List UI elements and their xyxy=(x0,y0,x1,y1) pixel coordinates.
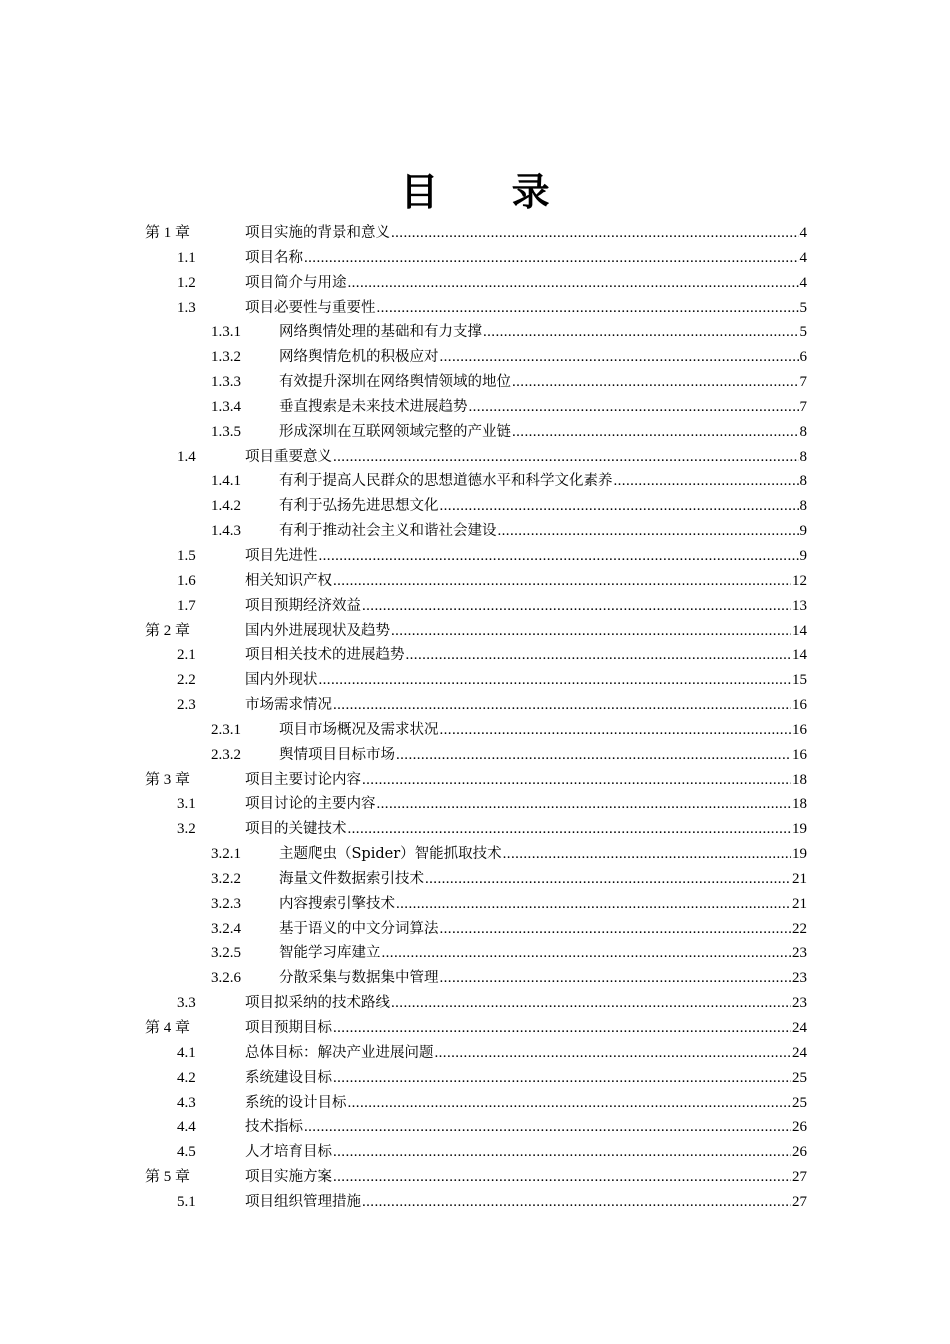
toc-entry[interactable] xyxy=(145,1041,807,1066)
toc-entry-number: 1.4.3 xyxy=(211,523,241,540)
toc-entry-body xyxy=(245,544,807,569)
toc-entry-page-number: 25 xyxy=(792,1069,807,1086)
toc-entry-body xyxy=(245,1115,807,1140)
toc-entry-title: 项目的关键技术 xyxy=(245,821,347,838)
toc-entry-title: 网络舆情危机的积极应对 xyxy=(279,349,439,366)
toc-entry[interactable] xyxy=(145,395,807,420)
toc-entry-title: 分散采集与数据集中管理 xyxy=(279,970,439,987)
toc-entry[interactable] xyxy=(145,1016,807,1041)
toc-entry[interactable] xyxy=(145,569,807,594)
toc-entry-title: 国内外进展现状及趋势 xyxy=(245,622,390,639)
toc-entry-title: 项目讨论的主要内容 xyxy=(245,796,376,813)
toc-entry[interactable] xyxy=(145,594,807,619)
toc-entry-title: 系统建设目标 xyxy=(245,1069,332,1086)
toc-entry-number: 1.2 xyxy=(177,274,196,291)
toc-entry[interactable] xyxy=(145,693,807,718)
toc-dot-leader xyxy=(362,594,791,619)
toc-dot-leader xyxy=(614,469,799,494)
toc-dot-leader xyxy=(440,345,799,370)
toc-entry-body xyxy=(245,1016,807,1041)
toc-entry-title: 项目市场概况及需求状况 xyxy=(279,721,439,738)
toc-entry-title: 项目预期目标 xyxy=(245,1020,332,1036)
toc-entry-body xyxy=(279,941,807,966)
toc-entry-title: 项目重要意义 xyxy=(245,448,332,465)
toc-entry-number: 1.1 xyxy=(177,249,196,266)
toc-entry-title: 有利于弘扬先进思想文化 xyxy=(279,498,439,515)
toc-entry-page-number: 18 xyxy=(792,771,807,788)
toc-entry-page-number: 23 xyxy=(792,945,807,962)
toc-entry-page-number: 24 xyxy=(792,1044,807,1061)
toc-dot-leader xyxy=(348,817,792,842)
toc-entry-body xyxy=(245,271,807,296)
toc-entry-body xyxy=(245,619,807,644)
toc-entry-page-number: 14 xyxy=(792,622,807,639)
toc-dot-leader xyxy=(333,693,791,718)
toc-entry-title: 项目主要讨论内容 xyxy=(245,771,361,788)
toc-entry-number: 1.3.5 xyxy=(211,423,241,440)
toc-entry-page-number: 24 xyxy=(792,1020,807,1036)
toc-entry-body xyxy=(279,370,807,395)
toc-entry-body xyxy=(279,469,807,494)
toc-entry-page-number: 4 xyxy=(799,249,807,266)
toc-entry[interactable] xyxy=(145,743,807,768)
toc-dot-leader xyxy=(348,1091,792,1116)
toc-entry[interactable] xyxy=(145,296,807,321)
toc-entry-page-number: 7 xyxy=(799,398,807,415)
toc-dot-leader xyxy=(382,941,792,966)
toc-entry[interactable] xyxy=(145,917,807,942)
toc-dot-leader xyxy=(440,917,792,942)
toc-entry[interactable] xyxy=(145,792,807,817)
toc-entry-page-number: 5 xyxy=(799,299,807,316)
toc-entry-title: 项目必要性与重要性 xyxy=(245,299,376,316)
toc-entry-number: 第 4 章 xyxy=(145,1020,191,1036)
toc-entry-body xyxy=(245,1140,807,1165)
toc-dot-leader xyxy=(406,643,792,668)
toc-entry[interactable] xyxy=(145,469,807,494)
toc-entry[interactable] xyxy=(145,768,807,793)
toc-entry-body xyxy=(245,594,807,619)
toc-entry-number: 1.3.2 xyxy=(211,349,241,366)
toc-entry-page-number: 25 xyxy=(792,1094,807,1111)
toc-dot-leader xyxy=(304,246,799,271)
toc-entry-title: 网络舆情处理的基础和有力支撑 xyxy=(279,324,482,341)
toc-entry-page-number: 9 xyxy=(799,547,807,564)
toc-entry-page-number: 4 xyxy=(799,274,807,291)
toc-entry-page-number: 14 xyxy=(792,647,807,664)
toc-entry-body xyxy=(279,494,807,519)
toc-entry-number: 第 5 章 xyxy=(145,1169,191,1186)
toc-entry[interactable] xyxy=(145,1115,807,1140)
toc-entry[interactable] xyxy=(145,1066,807,1091)
toc-entry-title: 有利于推动社会主义和谐社会建设 xyxy=(279,523,497,540)
toc-entry[interactable] xyxy=(145,867,807,892)
toc-entry-page-number: 15 xyxy=(792,672,807,689)
toc-entry-page-number: 8 xyxy=(799,423,807,440)
toc-entry-number: 1.5 xyxy=(177,547,196,564)
toc-entry-title: 有利于提高人民群众的思想道德水平和科学文化素养 xyxy=(279,473,613,490)
toc-entry-body xyxy=(245,643,807,668)
toc-entry[interactable] xyxy=(145,445,807,470)
toc-entry-title: 项目组织管理措施 xyxy=(245,1193,361,1210)
toc-entry-page-number: 16 xyxy=(792,697,807,714)
toc-entry-body xyxy=(279,966,807,991)
toc-entry-page-number: 21 xyxy=(792,895,807,912)
toc-entry-title: 项目预期经济效益 xyxy=(245,597,361,614)
toc-dot-leader xyxy=(333,1066,791,1091)
toc-entry-page-number: 26 xyxy=(792,1119,807,1136)
toc-entry[interactable] xyxy=(145,494,807,519)
toc-dot-leader xyxy=(377,296,799,321)
toc-entry[interactable] xyxy=(145,718,807,743)
toc-entry-number: 3.2.4 xyxy=(211,920,241,937)
toc-entry-body xyxy=(245,792,807,817)
toc-entry-number: 4.3 xyxy=(177,1094,196,1111)
toc-dot-leader xyxy=(333,569,791,594)
toc-dot-leader xyxy=(503,842,791,867)
toc-entry-body xyxy=(279,718,807,743)
toc-entry-page-number: 16 xyxy=(792,746,807,763)
toc-dot-leader xyxy=(333,1165,791,1190)
toc-entry-number: 2.3 xyxy=(177,697,196,714)
toc-entry-number: 4.5 xyxy=(177,1144,196,1161)
toc-entry-body xyxy=(245,445,807,470)
toc-entry[interactable] xyxy=(145,619,807,644)
toc-entry-page-number: 6 xyxy=(799,349,807,366)
toc-entry[interactable] xyxy=(145,320,807,345)
toc-entry-body xyxy=(279,842,807,867)
toc-entry-number: 3.2.1 xyxy=(211,846,241,863)
toc-entry-title: 项目拟采纳的技术路线 xyxy=(245,995,390,1012)
toc-entry-number: 第 3 章 xyxy=(145,771,191,788)
toc-dot-leader xyxy=(396,892,791,917)
toc-entry-body xyxy=(245,296,807,321)
toc-entry[interactable] xyxy=(145,817,807,842)
toc-entry-title: 人才培育目标 xyxy=(245,1144,332,1161)
toc-entry-page-number: 22 xyxy=(792,920,807,937)
toc-entry-number: 1.4.1 xyxy=(211,473,241,490)
toc-entry-title: 项目相关技术的进展趋势 xyxy=(245,647,405,664)
toc-entry-title: 相关知识产权 xyxy=(245,572,332,589)
toc-entry-title: 总体目标：解决产业进展问题 xyxy=(245,1044,434,1061)
toc-dot-leader xyxy=(435,1041,792,1066)
toc-entry-number: 4.2 xyxy=(177,1069,196,1086)
toc-dot-leader xyxy=(440,966,792,991)
toc-entry-page-number: 19 xyxy=(792,846,807,863)
toc-entry-page-number: 4 xyxy=(799,225,807,241)
toc-entry-body xyxy=(279,519,807,544)
toc-entry-page-number: 9 xyxy=(799,523,807,540)
toc-entry-title: 垂直搜索是未来技术进展趋势 xyxy=(279,398,468,415)
toc-entry-title: 主题爬虫（Spider）智能抓取技术 xyxy=(279,846,502,863)
toc-dot-leader xyxy=(377,792,792,817)
toc-entry[interactable] xyxy=(145,643,807,668)
toc-entry[interactable] xyxy=(145,246,807,271)
toc-dot-leader xyxy=(333,1140,791,1165)
toc-entry-body xyxy=(245,569,807,594)
toc-entry-title: 市场需求情况 xyxy=(245,697,332,714)
toc-entry[interactable] xyxy=(145,420,807,445)
toc-entry-body xyxy=(245,693,807,718)
toc-entry[interactable] xyxy=(145,221,807,246)
toc-entry-body xyxy=(279,743,807,768)
toc-entry-number: 3.2.2 xyxy=(211,870,241,887)
toc-entry-number: 3.2.6 xyxy=(211,970,241,987)
toc-entry-body xyxy=(279,917,807,942)
toc-entry-body xyxy=(279,420,807,445)
toc-entry-title: 技术指标 xyxy=(245,1119,303,1136)
toc-dot-leader xyxy=(391,221,799,246)
toc-entry-number: 1.3.1 xyxy=(211,324,241,341)
toc-dot-leader xyxy=(319,668,792,693)
toc-entry[interactable] xyxy=(145,842,807,867)
toc-entry-number: 3.2.3 xyxy=(211,895,241,912)
toc-entry-body xyxy=(279,320,807,345)
toc-dot-leader xyxy=(512,370,799,395)
toc-entry-number: 1.7 xyxy=(177,597,196,614)
toc-entry-page-number: 16 xyxy=(792,721,807,738)
toc-entry[interactable] xyxy=(145,966,807,991)
toc-entry-page-number: 13 xyxy=(792,597,807,614)
toc-dot-leader xyxy=(498,519,799,544)
toc-entry-page-number: 21 xyxy=(792,870,807,887)
toc-entry[interactable] xyxy=(145,271,807,296)
toc-entry[interactable] xyxy=(145,1091,807,1116)
toc-entry-page-number: 27 xyxy=(792,1193,807,1210)
toc-entry-page-number: 23 xyxy=(792,970,807,987)
toc-entry-number: 1.4 xyxy=(177,448,196,465)
toc-dot-leader xyxy=(469,395,799,420)
toc-entry[interactable] xyxy=(145,370,807,395)
toc-entry-body xyxy=(245,668,807,693)
toc-entry-page-number: 18 xyxy=(792,796,807,813)
toc-entry-body xyxy=(279,867,807,892)
toc-dot-leader xyxy=(425,867,791,892)
table-of-contents xyxy=(145,221,807,1215)
toc-entry[interactable] xyxy=(145,941,807,966)
toc-dot-leader xyxy=(319,544,799,569)
toc-entry-page-number: 23 xyxy=(792,995,807,1012)
toc-dot-leader xyxy=(391,619,791,644)
toc-entry-number: 1.3.4 xyxy=(211,398,241,415)
toc-entry-number: 1.6 xyxy=(177,572,196,589)
toc-entry-title: 项目实施方案 xyxy=(245,1169,332,1186)
toc-entry-body xyxy=(245,1066,807,1091)
toc-entry-number: 1.3.3 xyxy=(211,374,241,391)
toc-entry-title: 项目名称 xyxy=(245,249,303,266)
toc-entry-number: 4.4 xyxy=(177,1119,196,1136)
toc-entry-page-number: 7 xyxy=(799,374,807,391)
toc-dot-leader xyxy=(333,1016,791,1041)
toc-dot-leader xyxy=(391,991,791,1016)
toc-entry-page-number: 19 xyxy=(792,821,807,838)
toc-dot-leader xyxy=(333,445,799,470)
toc-entry-body xyxy=(245,768,807,793)
toc-entry-title: 项目简介与用途 xyxy=(245,274,347,291)
toc-entry-body xyxy=(245,1190,807,1215)
toc-entry-title: 智能学习库建立 xyxy=(279,945,381,962)
toc-entry-body xyxy=(245,991,807,1016)
toc-entry-title: 国内外现状 xyxy=(245,672,318,689)
toc-entry-title: 项目实施的背景和意义 xyxy=(245,225,390,241)
toc-entry-page-number: 27 xyxy=(792,1169,807,1186)
toc-entry-page-number: 5 xyxy=(799,324,807,341)
toc-entry-number: 2.1 xyxy=(177,647,196,664)
toc-entry[interactable] xyxy=(145,345,807,370)
toc-entry-page-number: 26 xyxy=(792,1144,807,1161)
toc-entry[interactable] xyxy=(145,1165,807,1190)
toc-entry-title: 基于语义的中文分词算法 xyxy=(279,920,439,937)
toc-entry-title: 有效提升深圳在网络舆情领域的地位 xyxy=(279,374,511,391)
toc-entry-body xyxy=(245,221,807,246)
toc-entry-number: 3.3 xyxy=(177,995,196,1012)
toc-entry-number: 2.3.1 xyxy=(211,721,241,738)
toc-entry[interactable] xyxy=(145,892,807,917)
toc-entry-title: 形成深圳在互联网领域完整的产业链 xyxy=(279,423,511,440)
toc-entry[interactable] xyxy=(145,519,807,544)
toc-entry-number: 1.3 xyxy=(177,299,196,316)
toc-dot-leader xyxy=(362,768,791,793)
toc-entry[interactable] xyxy=(145,544,807,569)
toc-entry[interactable] xyxy=(145,991,807,1016)
toc-entry-number: 2.2 xyxy=(177,672,196,689)
toc-entry-number: 3.2.5 xyxy=(211,945,241,962)
toc-entry-body xyxy=(245,1165,807,1190)
toc-entry-body xyxy=(245,817,807,842)
toc-entry-number: 3.2 xyxy=(177,821,196,838)
toc-dot-leader xyxy=(362,1190,791,1215)
toc-entry-body xyxy=(245,246,807,271)
toc-entry-body xyxy=(279,345,807,370)
toc-entry-body xyxy=(245,1091,807,1116)
toc-entry-body xyxy=(279,395,807,420)
toc-entry-number: 5.1 xyxy=(177,1193,196,1210)
toc-dot-leader xyxy=(304,1115,791,1140)
toc-entry-title: 项目先进性 xyxy=(245,547,318,564)
toc-entry-number: 第 2 章 xyxy=(145,622,191,639)
toc-entry-title: 系统的设计目标 xyxy=(245,1094,347,1111)
toc-entry-number: 第 1 章 xyxy=(145,225,191,241)
toc-entry-page-number: 8 xyxy=(799,473,807,490)
toc-dot-leader xyxy=(348,271,799,296)
toc-entry[interactable] xyxy=(145,1140,807,1165)
toc-entry-number: 2.3.2 xyxy=(211,746,241,763)
toc-title: 目 录 xyxy=(400,169,580,214)
toc-dot-leader xyxy=(396,743,791,768)
toc-entry-title: 舆情项目目标市场 xyxy=(279,746,395,763)
toc-entry-number: 4.1 xyxy=(177,1044,196,1061)
toc-entry-body xyxy=(245,1041,807,1066)
toc-dot-leader xyxy=(483,320,799,345)
toc-entry-number: 3.1 xyxy=(177,796,196,813)
toc-entry-title: 海量文件数据索引技术 xyxy=(279,870,424,887)
toc-entry-number: 1.4.2 xyxy=(211,498,241,515)
toc-entry-page-number: 12 xyxy=(792,572,807,589)
toc-entry-body xyxy=(279,892,807,917)
toc-entry-page-number: 8 xyxy=(799,498,807,515)
toc-entry-page-number: 8 xyxy=(799,448,807,465)
toc-dot-leader xyxy=(440,718,792,743)
toc-entry-title: 内容搜索引擎技术 xyxy=(279,895,395,912)
toc-dot-leader xyxy=(512,420,799,445)
toc-entry[interactable] xyxy=(145,1190,807,1215)
toc-dot-leader xyxy=(440,494,799,519)
toc-entry[interactable] xyxy=(145,668,807,693)
